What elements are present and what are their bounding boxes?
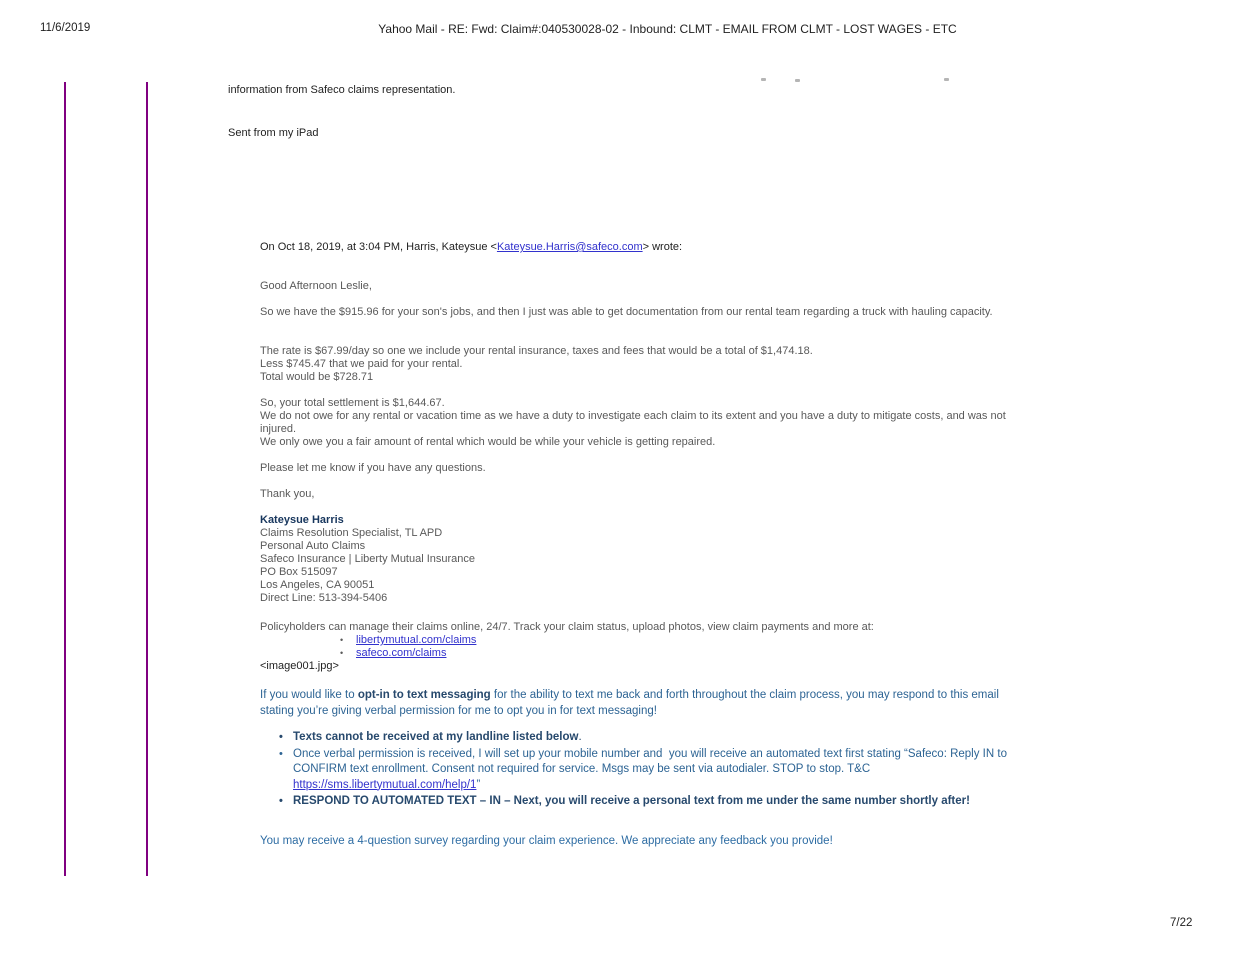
cutoff-text-fragment [944,78,949,81]
optin-paragraph [260,688,1008,719]
sms-help-link[interactable]: https://sms.libertymutual.com/help/1 [293,778,477,791]
optin-bullet-enrollment-closequote: ” [476,778,481,791]
email-body-fragment: information from Safeco claims representation. [228,84,456,96]
signature-title: Claims Resolution Specialist, TL APD [260,527,443,539]
fair-rental-line: We only owe you a fair amount of rental which would be while your vehicle is getting repaired. [260,436,716,448]
sent-from-line: Sent from my iPad [228,127,319,139]
inline-image-placeholder: <image001.jpg> [260,660,339,672]
total-line: Total would be $728.71 [260,371,374,383]
optin-bullet-landline [260,730,1008,746]
duty-line: We do not owe for any rental or vacation time as we have a duty to investigate each claim to its extent and you have a duty to mitigate costs, and was not injured. [260,410,1006,435]
closing-line: Thank you, [260,488,315,500]
signature-block [260,514,475,605]
optin-bullet-landline-period: . [578,731,582,743]
quote-attribution-suffix: > wrote: [642,241,683,253]
manage-claims-intro: Policyholders can manage their claims online, 24/7. Track your claim status, upload photos, view claim payments and more at: [260,621,874,633]
greeting-line: Good Afternoon Leslie, [260,280,372,292]
optin-section [260,688,1011,811]
optin-bullet-enrollment [260,747,1011,794]
signature-name: Kateysue Harris [260,514,344,526]
optin-paragraph-post: for the ability to text me back and forth throughout the claim process, you may respond to this email stating you’re giving verbal permission for me to opt you in for text messaging! [260,689,999,717]
print-header-title: Yahoo Mail - RE: Fwd: Claim#:040530028-02 - Inbound: CLMT - EMAIL FROM CLMT - LOST WAGES - ETC [378,22,957,36]
rate-line: The rate is $67.99/day so one we include your rental insurance, taxes and fees that would be a total of $1,474.18. [260,345,813,357]
less-paid-line: Less $745.47 that we paid for your rental. [260,358,463,370]
sender-email-link[interactable]: Kateysue.Harris@safeco.com [496,241,643,253]
paragraph-questions: Please let me know if you have any questions. [260,462,486,474]
signature-city: Los Angeles, CA 90051 [260,579,375,591]
quote-bar-level-1 [64,82,66,876]
survey-note: You may receive a 4-question survey regarding your claim experience. We appreciate any feedback you provide! [260,835,833,847]
print-footer-page-number: 7/22 [1170,917,1193,929]
optin-paragraph-pre: If you would like to [260,689,358,701]
signature-department: Personal Auto Claims [260,540,366,552]
settlement-line: So, your total settlement is $1,644.67. [260,397,445,409]
signature-phone: Direct Line: 513-394-5406 [260,592,388,604]
signature-company: Safeco Insurance | Liberty Mutual Insurance [260,553,476,565]
optin-paragraph-bold: opt-in to text messaging [357,689,491,701]
cutoff-text-fragment [761,78,766,81]
manage-claims-bullet-libertymutual [260,634,1008,647]
spacer [260,719,1008,730]
paragraph-settlement-total [260,397,1008,449]
optin-bullet-respond: • RESPOND TO AUTOMATED TEXT – IN – Next, you will receive a personal text from me under the same number shortly after! [260,794,1008,810]
optin-bullet-enrollment-text: Once verbal permission is received, I will set up your mobile number and you will receive an automated text first stating “Safeco: Reply IN to CONFIRM text enrollment. Consent not required for service. Msgs may be sent via autodialer. STOP to stop. T&C [293,747,1011,775]
cutoff-text-fragment [795,79,800,82]
paragraph-settlement-intro: So we have the $915.96 for your son's jobs, and then I just was able to get documentation from our rental team regarding a truck with hauling capacity. [260,306,993,318]
signature-pobox: PO Box 515097 [260,566,338,578]
quote-bar-level-2 [146,82,148,876]
quote-attribution-line [260,241,682,254]
libertymutual-claims-link[interactable]: libertymutual.com/claims [356,634,477,646]
safeco-claims-link[interactable]: safeco.com/claims [356,647,447,659]
print-header-date: 11/6/2019 [40,22,91,34]
paragraph-rate-breakdown [260,345,1008,384]
manage-claims-bullet-safeco [260,647,1008,660]
optin-bullet-landline-text: Texts cannot be received at my landline listed below [293,731,579,743]
quote-attribution-prefix: On Oct 18, 2019, at 3:04 PM, Harris, Kateysue < [260,241,497,253]
manage-claims-block [260,621,1008,673]
